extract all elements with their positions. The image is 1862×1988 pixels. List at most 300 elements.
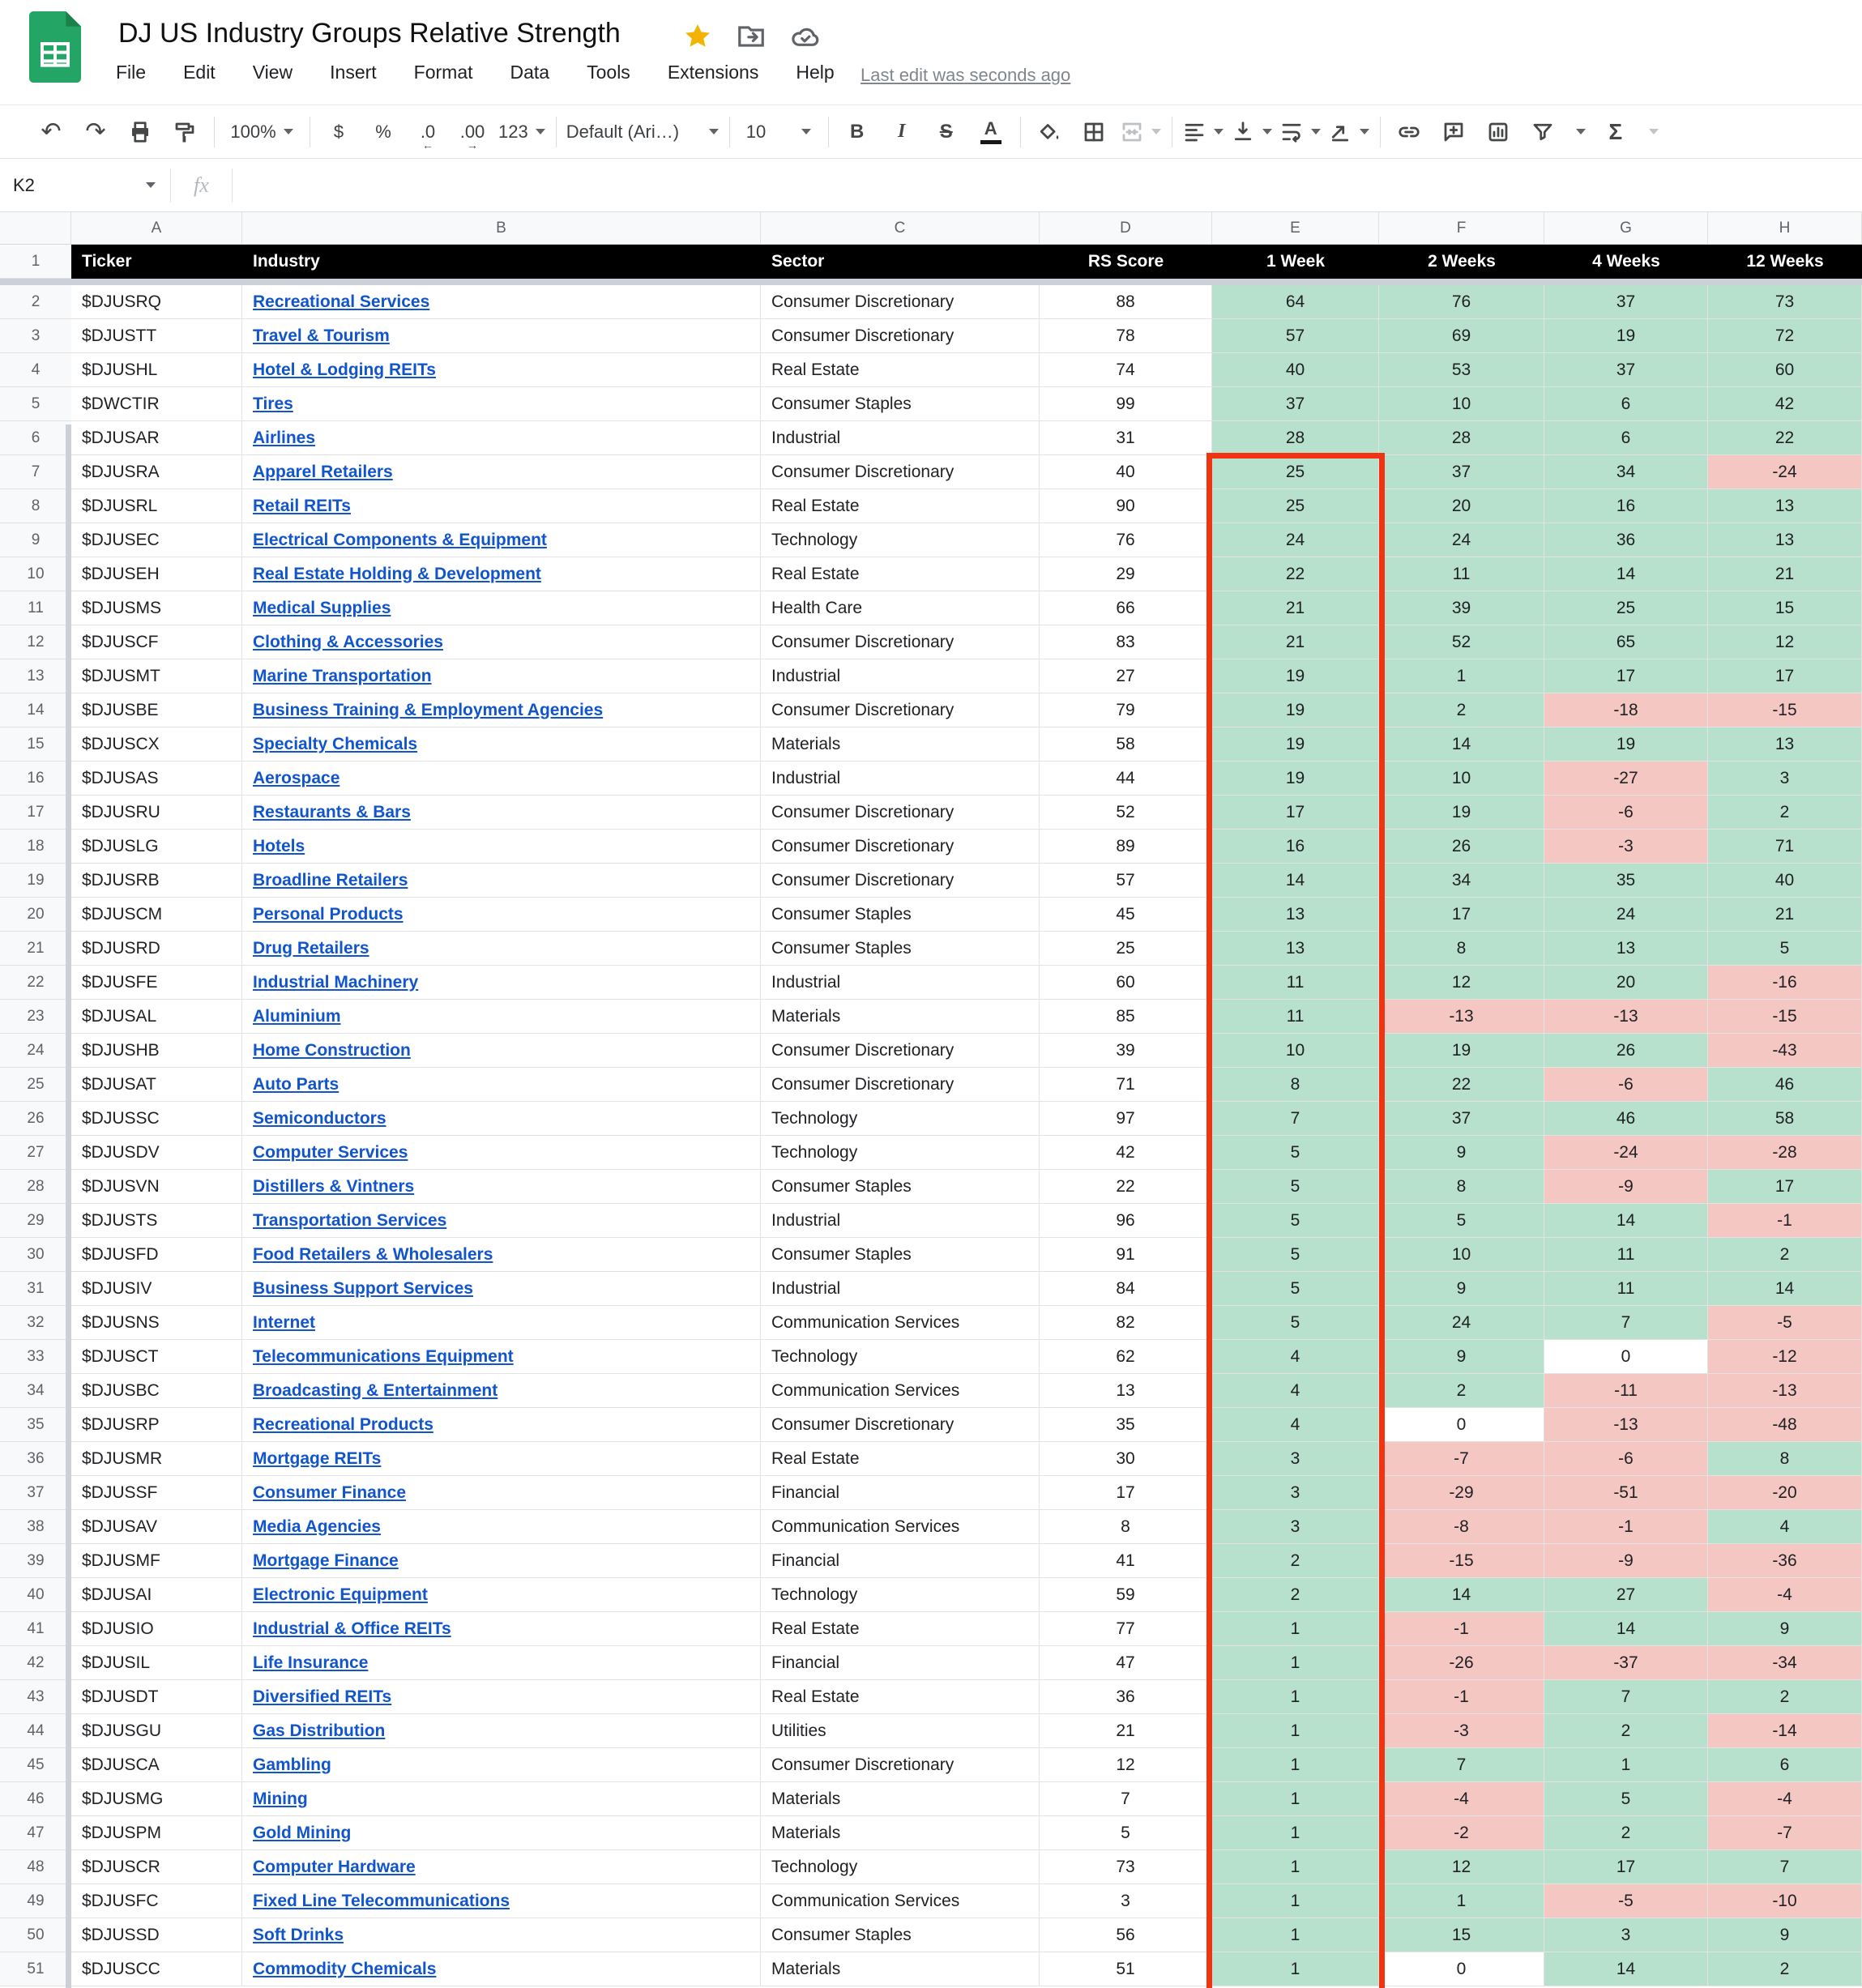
cell-sector[interactable]: Consumer Staples bbox=[761, 387, 1040, 421]
cell-sector[interactable]: Industrial bbox=[761, 966, 1040, 1000]
cell-ticker[interactable]: $DJUSNS bbox=[71, 1306, 242, 1340]
cell-w12[interactable]: -10 bbox=[1708, 1884, 1862, 1918]
cell-industry[interactable] bbox=[242, 966, 761, 1000]
cell-w2[interactable]: 69 bbox=[1379, 319, 1544, 353]
star-icon[interactable] bbox=[682, 21, 713, 52]
cell-rs-score[interactable]: 59 bbox=[1040, 1578, 1212, 1612]
cell-industry[interactable] bbox=[242, 1918, 761, 1952]
cell-sector[interactable]: Real Estate bbox=[761, 557, 1040, 591]
cell-w12[interactable]: 42 bbox=[1708, 387, 1862, 421]
cell-sector[interactable]: Real Estate bbox=[761, 1612, 1040, 1646]
cell-industry[interactable] bbox=[242, 1884, 761, 1918]
cell-w12[interactable]: 15 bbox=[1708, 591, 1862, 625]
cell-ticker[interactable]: $DJUSRD bbox=[71, 932, 242, 966]
industry-link[interactable]: Mining bbox=[253, 1789, 308, 1808]
cell-industry[interactable] bbox=[242, 796, 761, 830]
cell-rs-score[interactable]: 13 bbox=[1040, 1374, 1212, 1408]
industry-link[interactable]: Broadcasting & Entertainment bbox=[253, 1380, 498, 1400]
cell-industry[interactable] bbox=[242, 1782, 761, 1816]
cell-sector[interactable]: Financial bbox=[761, 1646, 1040, 1680]
text-rotation-button[interactable] bbox=[1328, 113, 1369, 151]
cell-rs-score[interactable]: 56 bbox=[1040, 1918, 1212, 1952]
cell-w2[interactable]: 11 bbox=[1379, 557, 1544, 591]
cell-w4[interactable]: -37 bbox=[1544, 1646, 1708, 1680]
cell-sector[interactable]: Materials bbox=[761, 1000, 1040, 1034]
cell-sector[interactable]: Communication Services bbox=[761, 1884, 1040, 1918]
cell-w1[interactable]: 1 bbox=[1212, 1952, 1379, 1986]
cell-industry[interactable] bbox=[242, 1816, 761, 1850]
cell-w2[interactable]: 12 bbox=[1379, 1850, 1544, 1884]
row-number[interactable]: 48 bbox=[0, 1850, 71, 1884]
cell-ticker[interactable]: $DJUSFE bbox=[71, 966, 242, 1000]
cell-sector[interactable]: Real Estate bbox=[761, 1442, 1040, 1476]
industry-link[interactable]: Auto Parts bbox=[253, 1074, 340, 1094]
cell-industry[interactable] bbox=[242, 1646, 761, 1680]
cell-w1[interactable]: 11 bbox=[1212, 1000, 1379, 1034]
row-number[interactable]: 44 bbox=[0, 1714, 71, 1748]
cell-w1[interactable]: 14 bbox=[1212, 864, 1379, 898]
cell-w12[interactable]: 9 bbox=[1708, 1612, 1862, 1646]
cell-w2[interactable]: 9 bbox=[1379, 1136, 1544, 1170]
cell-w1[interactable]: 1 bbox=[1212, 1714, 1379, 1748]
menu-format[interactable]: Format bbox=[413, 62, 473, 83]
cell-w12[interactable]: 21 bbox=[1708, 557, 1862, 591]
cell-w2[interactable]: -4 bbox=[1379, 1782, 1544, 1816]
industry-link[interactable]: Semiconductors bbox=[253, 1108, 386, 1128]
row-number[interactable]: 25 bbox=[0, 1068, 71, 1102]
cell-w1[interactable]: 1 bbox=[1212, 1612, 1379, 1646]
industry-link[interactable]: Medical Supplies bbox=[253, 598, 391, 617]
cell-sector[interactable]: Consumer Discretionary bbox=[761, 1034, 1040, 1068]
cell-industry[interactable] bbox=[242, 1408, 761, 1442]
cell-w4[interactable]: 46 bbox=[1544, 1102, 1708, 1136]
cell-w12[interactable]: 2 bbox=[1708, 1238, 1862, 1272]
cell-sector[interactable]: Consumer Staples bbox=[761, 1918, 1040, 1952]
cell-w1[interactable]: 13 bbox=[1212, 932, 1379, 966]
cell-industry[interactable] bbox=[242, 761, 761, 796]
industry-link[interactable]: Recreational Products bbox=[253, 1414, 433, 1434]
cell-rs-score[interactable]: 60 bbox=[1040, 966, 1212, 1000]
format-percent-button[interactable]: % bbox=[375, 121, 391, 142]
cell-w4[interactable]: 2 bbox=[1544, 1816, 1708, 1850]
cell-sector[interactable]: Technology bbox=[761, 523, 1040, 557]
row-number[interactable]: 50 bbox=[0, 1918, 71, 1952]
cell-ticker[interactable]: $DJUSCM bbox=[71, 898, 242, 932]
row-number[interactable]: 32 bbox=[0, 1306, 71, 1340]
cell-industry[interactable] bbox=[242, 455, 761, 489]
cell-w4[interactable]: 7 bbox=[1544, 1680, 1708, 1714]
cell-industry[interactable] bbox=[242, 1714, 761, 1748]
cell-w2[interactable]: 1 bbox=[1379, 659, 1544, 693]
cell-ticker[interactable]: $DJUSAR bbox=[71, 421, 242, 455]
cell-w1[interactable]: 40 bbox=[1212, 353, 1379, 387]
row-number[interactable]: 15 bbox=[0, 727, 71, 761]
cell-w2[interactable]: 17 bbox=[1379, 898, 1544, 932]
industry-link[interactable]: Real Estate Holding & Development bbox=[253, 564, 541, 583]
cell-w12[interactable]: -1 bbox=[1708, 1204, 1862, 1238]
format-currency-button[interactable]: $ bbox=[333, 121, 344, 142]
row-number[interactable]: 19 bbox=[0, 864, 71, 898]
header-cell[interactable]: 2 Weeks bbox=[1379, 245, 1544, 279]
industry-link[interactable]: Hotels bbox=[253, 836, 305, 855]
cell-sector[interactable]: Consumer Discretionary bbox=[761, 625, 1040, 659]
cell-rs-score[interactable]: 79 bbox=[1040, 693, 1212, 727]
cell-sector[interactable]: Materials bbox=[761, 1782, 1040, 1816]
cell-sector[interactable]: Consumer Discretionary bbox=[761, 1748, 1040, 1782]
cell-sector[interactable]: Materials bbox=[761, 727, 1040, 761]
row-number[interactable]: 22 bbox=[0, 966, 71, 1000]
cell-sector[interactable]: Technology bbox=[761, 1136, 1040, 1170]
cell-w4[interactable]: -9 bbox=[1544, 1170, 1708, 1204]
cell-industry[interactable] bbox=[242, 1748, 761, 1782]
cell-rs-score[interactable]: 7 bbox=[1040, 1782, 1212, 1816]
cell-w1[interactable]: 25 bbox=[1212, 489, 1379, 523]
cell-w12[interactable]: 73 bbox=[1708, 285, 1862, 319]
cell-w12[interactable]: -20 bbox=[1708, 1476, 1862, 1510]
cell-industry[interactable] bbox=[242, 1170, 761, 1204]
row-number[interactable]: 7 bbox=[0, 455, 71, 489]
row-number[interactable]: 13 bbox=[0, 659, 71, 693]
cell-ticker[interactable]: $DJUSVN bbox=[71, 1170, 242, 1204]
font-size-select[interactable]: 10 bbox=[740, 113, 818, 151]
cell-w4[interactable]: 0 bbox=[1544, 1340, 1708, 1374]
row-number[interactable]: 36 bbox=[0, 1442, 71, 1476]
row-number[interactable]: 40 bbox=[0, 1578, 71, 1612]
industry-link[interactable]: Aluminium bbox=[253, 1006, 341, 1026]
cell-w1[interactable]: 10 bbox=[1212, 1034, 1379, 1068]
cell-sector[interactable]: Consumer Staples bbox=[761, 898, 1040, 932]
menu-insert[interactable]: Insert bbox=[330, 62, 377, 83]
row-number[interactable]: 16 bbox=[0, 761, 71, 796]
cell-w2[interactable]: -26 bbox=[1379, 1646, 1544, 1680]
cell-w2[interactable]: 19 bbox=[1379, 1034, 1544, 1068]
row-number[interactable]: 30 bbox=[0, 1238, 71, 1272]
cell-ticker[interactable]: $DJUSAV bbox=[71, 1510, 242, 1544]
cell-w2[interactable]: 8 bbox=[1379, 932, 1544, 966]
cell-w12[interactable]: 2 bbox=[1708, 1952, 1862, 1986]
cell-sector[interactable]: Communication Services bbox=[761, 1510, 1040, 1544]
cell-w1[interactable]: 3 bbox=[1212, 1442, 1379, 1476]
row-number[interactable]: 27 bbox=[0, 1136, 71, 1170]
cell-w12[interactable]: -4 bbox=[1708, 1578, 1862, 1612]
cell-ticker[interactable]: $DJUSSF bbox=[71, 1476, 242, 1510]
industry-link[interactable]: Soft Drinks bbox=[253, 1925, 344, 1944]
cell-w2[interactable]: -2 bbox=[1379, 1816, 1544, 1850]
cell-w4[interactable]: 36 bbox=[1544, 523, 1708, 557]
cell-w4[interactable]: -13 bbox=[1544, 1000, 1708, 1034]
cell-sector[interactable]: Materials bbox=[761, 1816, 1040, 1850]
cell-sector[interactable]: Consumer Staples bbox=[761, 1170, 1040, 1204]
cell-sector[interactable]: Technology bbox=[761, 1578, 1040, 1612]
cell-sector[interactable]: Consumer Staples bbox=[761, 932, 1040, 966]
column-header-E[interactable]: E bbox=[1212, 212, 1379, 245]
cell-w12[interactable]: 58 bbox=[1708, 1102, 1862, 1136]
cell-w1[interactable]: 24 bbox=[1212, 523, 1379, 557]
cell-rs-score[interactable]: 76 bbox=[1040, 523, 1212, 557]
cell-w12[interactable]: 2 bbox=[1708, 1680, 1862, 1714]
cell-w1[interactable]: 5 bbox=[1212, 1306, 1379, 1340]
cell-industry[interactable] bbox=[242, 727, 761, 761]
select-all-corner[interactable] bbox=[0, 212, 71, 245]
functions-button[interactable]: Σ bbox=[1608, 118, 1623, 144]
cell-industry[interactable] bbox=[242, 693, 761, 727]
cell-ticker[interactable]: $DJUSTT bbox=[71, 319, 242, 353]
merge-cells-button[interactable] bbox=[1120, 113, 1161, 151]
cell-industry[interactable] bbox=[242, 1272, 761, 1306]
cell-ticker[interactable]: $DJUSRB bbox=[71, 864, 242, 898]
cell-w1[interactable]: 1 bbox=[1212, 1748, 1379, 1782]
cell-w4[interactable]: 19 bbox=[1544, 319, 1708, 353]
cell-w12[interactable]: 7 bbox=[1708, 1850, 1862, 1884]
cell-w12[interactable]: 8 bbox=[1708, 1442, 1862, 1476]
cell-w2[interactable]: 7 bbox=[1379, 1748, 1544, 1782]
cell-rs-score[interactable]: 36 bbox=[1040, 1680, 1212, 1714]
row-number[interactable]: 43 bbox=[0, 1680, 71, 1714]
insert-chart-button[interactable] bbox=[1480, 113, 1517, 151]
cell-rs-score[interactable]: 82 bbox=[1040, 1306, 1212, 1340]
industry-link[interactable]: Home Construction bbox=[253, 1040, 411, 1060]
industry-link[interactable]: Aerospace bbox=[253, 768, 340, 787]
cell-w4[interactable]: -5 bbox=[1544, 1884, 1708, 1918]
decrease-decimal-button[interactable]: .0 ← bbox=[420, 121, 436, 151]
name-box[interactable] bbox=[0, 175, 170, 196]
functions-caret[interactable] bbox=[1649, 129, 1659, 134]
cell-rs-score[interactable]: 96 bbox=[1040, 1204, 1212, 1238]
cell-ticker[interactable]: $DJUSSC bbox=[71, 1102, 242, 1136]
cell-w1[interactable]: 2 bbox=[1212, 1578, 1379, 1612]
cell-w1[interactable]: 4 bbox=[1212, 1340, 1379, 1374]
industry-link[interactable]: Computer Services bbox=[253, 1142, 408, 1162]
cell-w4[interactable]: -11 bbox=[1544, 1374, 1708, 1408]
cell-ticker[interactable]: $DJUSLG bbox=[71, 830, 242, 864]
industry-link[interactable]: Life Insurance bbox=[253, 1653, 369, 1672]
cell-w4[interactable]: 19 bbox=[1544, 727, 1708, 761]
row-number[interactable]: 9 bbox=[0, 523, 71, 557]
cell-w2[interactable]: 8 bbox=[1379, 1170, 1544, 1204]
cell-w4[interactable]: 34 bbox=[1544, 455, 1708, 489]
cell-w1[interactable]: 19 bbox=[1212, 761, 1379, 796]
cell-w2[interactable]: 39 bbox=[1379, 591, 1544, 625]
cell-rs-score[interactable]: 62 bbox=[1040, 1340, 1212, 1374]
industry-link[interactable]: Specialty Chemicals bbox=[253, 734, 418, 753]
row-number[interactable]: 28 bbox=[0, 1170, 71, 1204]
cell-w2[interactable]: -8 bbox=[1379, 1510, 1544, 1544]
industry-link[interactable]: Mortgage Finance bbox=[253, 1551, 399, 1570]
cell-rs-score[interactable]: 66 bbox=[1040, 591, 1212, 625]
cell-industry[interactable] bbox=[242, 1136, 761, 1170]
cell-sector[interactable]: Industrial bbox=[761, 1272, 1040, 1306]
row-number[interactable]: 2 bbox=[0, 285, 71, 319]
industry-link[interactable]: Electrical Components & Equipment bbox=[253, 530, 547, 549]
cell-industry[interactable] bbox=[242, 1680, 761, 1714]
menu-tools[interactable]: Tools bbox=[587, 62, 630, 83]
cell-w12[interactable]: 4 bbox=[1708, 1510, 1862, 1544]
cell-w1[interactable]: 1 bbox=[1212, 1646, 1379, 1680]
row-number[interactable]: 49 bbox=[0, 1884, 71, 1918]
cell-rs-score[interactable]: 74 bbox=[1040, 353, 1212, 387]
cell-w4[interactable]: 7 bbox=[1544, 1306, 1708, 1340]
industry-link[interactable]: Internet bbox=[253, 1312, 316, 1332]
cell-sector[interactable]: Industrial bbox=[761, 1204, 1040, 1238]
cell-w1[interactable]: 28 bbox=[1212, 421, 1379, 455]
cell-sector[interactable]: Technology bbox=[761, 1850, 1040, 1884]
cell-w1[interactable]: 64 bbox=[1212, 285, 1379, 319]
cell-ticker[interactable]: $DJUSSD bbox=[71, 1918, 242, 1952]
row-number[interactable]: 8 bbox=[0, 489, 71, 523]
cell-w2[interactable]: 37 bbox=[1379, 1102, 1544, 1136]
cell-w4[interactable]: 14 bbox=[1544, 1952, 1708, 1986]
cell-w2[interactable]: -1 bbox=[1379, 1612, 1544, 1646]
row-number[interactable]: 42 bbox=[0, 1646, 71, 1680]
industry-link[interactable]: Airlines bbox=[253, 428, 316, 447]
row-number[interactable]: 51 bbox=[0, 1952, 71, 1986]
cell-rs-score[interactable]: 8 bbox=[1040, 1510, 1212, 1544]
industry-link[interactable]: Media Agencies bbox=[253, 1517, 381, 1536]
undo-button[interactable]: ↶ bbox=[41, 118, 62, 145]
industry-link[interactable]: Business Training & Employment Agencies bbox=[253, 700, 604, 719]
cell-rs-score[interactable]: 5 bbox=[1040, 1816, 1212, 1850]
cell-rs-score[interactable]: 40 bbox=[1040, 455, 1212, 489]
industry-link[interactable]: Apparel Retailers bbox=[253, 462, 393, 481]
cell-w4[interactable]: 13 bbox=[1544, 932, 1708, 966]
row-number[interactable]: 38 bbox=[0, 1510, 71, 1544]
cell-sector[interactable]: Materials bbox=[761, 1952, 1040, 1986]
cell-w4[interactable]: 26 bbox=[1544, 1034, 1708, 1068]
cell-industry[interactable] bbox=[242, 625, 761, 659]
cell-w4[interactable]: -13 bbox=[1544, 1408, 1708, 1442]
row-number[interactable]: 4 bbox=[0, 353, 71, 387]
cell-sector[interactable]: Financial bbox=[761, 1544, 1040, 1578]
industry-link[interactable]: Restaurants & Bars bbox=[253, 802, 411, 821]
move-to-folder-icon[interactable] bbox=[736, 21, 767, 52]
cell-w12[interactable]: -7 bbox=[1708, 1816, 1862, 1850]
cell-rs-score[interactable]: 84 bbox=[1040, 1272, 1212, 1306]
cell-w1[interactable]: 1 bbox=[1212, 1680, 1379, 1714]
row-number[interactable]: 39 bbox=[0, 1544, 71, 1578]
cell-industry[interactable] bbox=[242, 489, 761, 523]
cell-w1[interactable]: 3 bbox=[1212, 1510, 1379, 1544]
cell-w2[interactable]: -29 bbox=[1379, 1476, 1544, 1510]
cell-rs-score[interactable]: 17 bbox=[1040, 1476, 1212, 1510]
cell-industry[interactable] bbox=[242, 387, 761, 421]
row-number[interactable]: 31 bbox=[0, 1272, 71, 1306]
cell-w2[interactable]: 2 bbox=[1379, 693, 1544, 727]
row-header-1[interactable]: 1 bbox=[0, 245, 71, 279]
cell-industry[interactable] bbox=[242, 1442, 761, 1476]
cell-w4[interactable]: 25 bbox=[1544, 591, 1708, 625]
industry-link[interactable]: Gold Mining bbox=[253, 1823, 352, 1842]
cell-w4[interactable]: 11 bbox=[1544, 1272, 1708, 1306]
cell-rs-score[interactable]: 47 bbox=[1040, 1646, 1212, 1680]
industry-link[interactable]: Gas Distribution bbox=[253, 1721, 386, 1740]
cell-sector[interactable]: Real Estate bbox=[761, 489, 1040, 523]
cell-industry[interactable] bbox=[242, 523, 761, 557]
cell-rs-score[interactable]: 35 bbox=[1040, 1408, 1212, 1442]
number-format-button[interactable]: 123 bbox=[498, 113, 545, 151]
cell-ticker[interactable]: $DJUSAI bbox=[71, 1578, 242, 1612]
cell-w1[interactable]: 7 bbox=[1212, 1102, 1379, 1136]
cell-w4[interactable]: -6 bbox=[1544, 796, 1708, 830]
cell-sector[interactable]: Consumer Discretionary bbox=[761, 796, 1040, 830]
cell-ticker[interactable]: $DJUSMF bbox=[71, 1544, 242, 1578]
cell-ticker[interactable]: $DJUSCF bbox=[71, 625, 242, 659]
cell-w1[interactable]: 8 bbox=[1212, 1068, 1379, 1102]
cell-w12[interactable]: -4 bbox=[1708, 1782, 1862, 1816]
cell-w4[interactable]: 35 bbox=[1544, 864, 1708, 898]
cell-w12[interactable]: 13 bbox=[1708, 523, 1862, 557]
cell-ticker[interactable]: $DJUSAT bbox=[71, 1068, 242, 1102]
cell-ticker[interactable]: $DJUSEH bbox=[71, 557, 242, 591]
cell-sector[interactable]: Consumer Discretionary bbox=[761, 1408, 1040, 1442]
cell-industry[interactable] bbox=[242, 353, 761, 387]
cell-w1[interactable]: 21 bbox=[1212, 625, 1379, 659]
row-number[interactable]: 46 bbox=[0, 1782, 71, 1816]
cell-w12[interactable]: -43 bbox=[1708, 1034, 1862, 1068]
cell-industry[interactable] bbox=[242, 932, 761, 966]
cell-industry[interactable] bbox=[242, 1850, 761, 1884]
cell-w4[interactable]: 5 bbox=[1544, 1782, 1708, 1816]
cell-rs-score[interactable]: 99 bbox=[1040, 387, 1212, 421]
cell-w12[interactable]: -12 bbox=[1708, 1340, 1862, 1374]
cell-w2[interactable]: 52 bbox=[1379, 625, 1544, 659]
menu-edit[interactable]: Edit bbox=[183, 62, 216, 83]
industry-link[interactable]: Industrial Machinery bbox=[253, 972, 419, 992]
cell-w4[interactable]: 65 bbox=[1544, 625, 1708, 659]
row-number[interactable]: 17 bbox=[0, 796, 71, 830]
header-cell[interactable]: 1 Week bbox=[1212, 245, 1379, 279]
cell-industry[interactable] bbox=[242, 1374, 761, 1408]
cell-sector[interactable]: Technology bbox=[761, 1102, 1040, 1136]
industry-link[interactable]: Electronic Equipment bbox=[253, 1585, 428, 1604]
cell-rs-score[interactable]: 90 bbox=[1040, 489, 1212, 523]
cell-w1[interactable]: 4 bbox=[1212, 1408, 1379, 1442]
cell-w1[interactable]: 19 bbox=[1212, 693, 1379, 727]
cell-w1[interactable]: 19 bbox=[1212, 727, 1379, 761]
cell-rs-score[interactable]: 30 bbox=[1040, 1442, 1212, 1476]
industry-link[interactable]: Computer Hardware bbox=[253, 1857, 416, 1876]
cell-industry[interactable] bbox=[242, 285, 761, 319]
cell-industry[interactable] bbox=[242, 1952, 761, 1986]
industry-link[interactable]: Food Retailers & Wholesalers bbox=[253, 1244, 493, 1264]
cell-sector[interactable]: Consumer Discretionary bbox=[761, 319, 1040, 353]
menu-help[interactable]: Help bbox=[796, 62, 835, 83]
cell-w1[interactable]: 5 bbox=[1212, 1238, 1379, 1272]
cell-industry[interactable] bbox=[242, 1306, 761, 1340]
cell-w1[interactable]: 1 bbox=[1212, 1918, 1379, 1952]
cell-ticker[interactable]: $DJUSRL bbox=[71, 489, 242, 523]
insert-comment-button[interactable] bbox=[1435, 113, 1472, 151]
cell-w1[interactable]: 57 bbox=[1212, 319, 1379, 353]
cell-w12[interactable]: 5 bbox=[1708, 932, 1862, 966]
cell-w1[interactable]: 5 bbox=[1212, 1136, 1379, 1170]
cell-industry[interactable] bbox=[242, 1238, 761, 1272]
row-number[interactable]: 14 bbox=[0, 693, 71, 727]
cell-w12[interactable]: -16 bbox=[1708, 966, 1862, 1000]
industry-link[interactable]: Travel & Tourism bbox=[253, 326, 390, 345]
row-number[interactable]: 5 bbox=[0, 387, 71, 421]
cell-w4[interactable]: -3 bbox=[1544, 830, 1708, 864]
cell-w4[interactable]: 6 bbox=[1544, 421, 1708, 455]
cell-w1[interactable]: 1 bbox=[1212, 1884, 1379, 1918]
cell-w12[interactable]: 60 bbox=[1708, 353, 1862, 387]
cell-industry[interactable] bbox=[242, 591, 761, 625]
column-header-F[interactable]: F bbox=[1379, 212, 1544, 245]
cell-w2[interactable]: 76 bbox=[1379, 285, 1544, 319]
font-family-select[interactable]: Default (Ari…) bbox=[566, 113, 719, 151]
cell-w4[interactable]: 14 bbox=[1544, 557, 1708, 591]
cell-w12[interactable]: 21 bbox=[1708, 898, 1862, 932]
row-number[interactable]: 20 bbox=[0, 898, 71, 932]
